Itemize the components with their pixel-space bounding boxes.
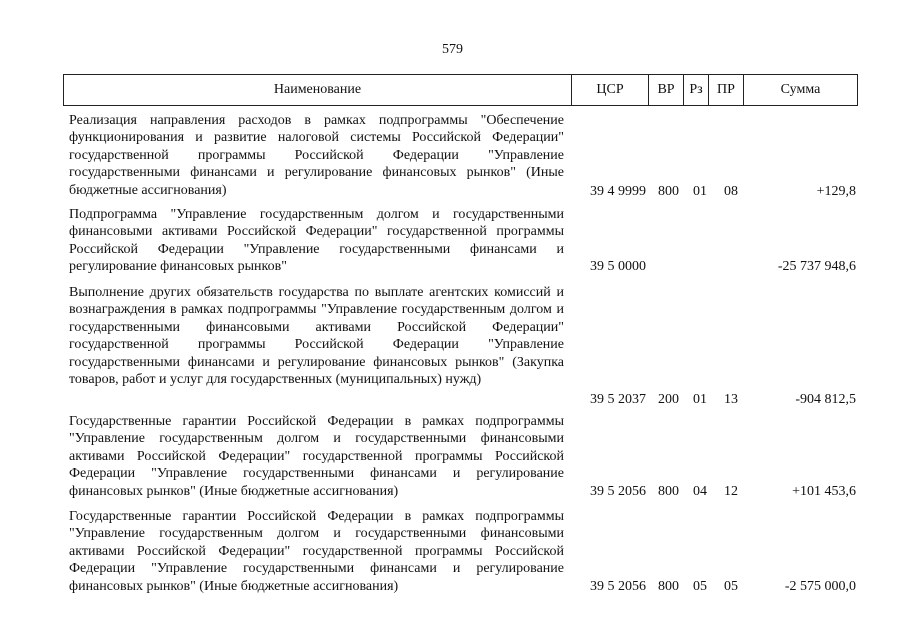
header-csr: ЦСР — [571, 75, 648, 105]
header-rz: Рз — [683, 75, 708, 105]
row-sum: -904 812,5 — [795, 392, 856, 407]
row-name: Реализация направления расходов в рамках подпрограммы "Обеспечение функционирования и развитие налоговой системы Российской Федерации" государственной программы Российской Федерации "Управление государственными финансами и регулирование финансовых рынков" (Иные бюджетные ассигнования) — [69, 113, 564, 198]
row-pr: 13 — [724, 392, 738, 407]
budget-table — [63, 74, 858, 594]
row-name: Выполнение других обязательств государства по выплате агентских комиссий и вознаграждения в рамках подпрограммы "Управление государственным долгом и государственными финансовыми активами Российской Федерации" государственной программы Российской Федерации "Управление государственными финансами и регулирование финансовых рынков" (Закупка товаров, работ и услуг для государственных (муниципальных) нужд) — [69, 285, 564, 388]
row-name: Государственные гарантии Российской Федерации в рамках подпрограммы "Управление государственным долгом и государственными финансовыми активами Российской Федерации" государственной программы Российской Федерации "Управление государственными финансами и регулирование финансовых рынков" (Иные бюджетные ассигнования) — [69, 414, 564, 499]
header-vr: ВР — [648, 75, 683, 105]
table-row — [63, 112, 858, 202]
row-csr: 39 5 2056 — [590, 579, 646, 594]
table-header — [63, 74, 858, 106]
row-rz: 05 — [693, 579, 707, 594]
header-pr: ПР — [708, 75, 743, 105]
table-row — [63, 508, 858, 598]
page-number: 579 — [442, 42, 463, 57]
row-sum: -25 737 948,6 — [777, 259, 856, 274]
row-csr: 39 5 2037 — [590, 392, 646, 407]
header-name: Наименование — [273, 82, 362, 97]
row-csr: 39 5 2056 — [590, 484, 646, 499]
row-sum: -2 575 000,0 — [784, 579, 856, 594]
row-pr: 05 — [724, 579, 738, 594]
row-rz: 01 — [693, 392, 707, 407]
row-vr: 800 — [658, 579, 679, 594]
row-rz: 04 — [693, 484, 707, 499]
header-sum: Сумма — [743, 75, 857, 105]
row-vr: 200 — [658, 392, 679, 407]
table-row — [63, 206, 858, 278]
row-sum: +101 453,6 — [792, 484, 856, 499]
row-vr: 800 — [658, 184, 679, 199]
row-name: Государственные гарантии Российской Федерации в рамках подпрограммы "Управление государственным долгом и государственными финансовыми активами Российской Федерации" государственной программы Российской Федерации "Управление государственными финансами и регулирование финансовых рынков" (Иные бюджетные ассигнования) — [69, 509, 564, 594]
row-pr: 12 — [724, 484, 738, 499]
row-sum: +129,8 — [816, 184, 856, 199]
row-rz: 01 — [693, 184, 707, 199]
row-name: Подпрограмма "Управление государственным долгом и государственными финансовыми активами Российской Федерации" государственной программы Российской Федерации "Управление государственными финансами и регулирование финансовых рынков" — [69, 207, 564, 275]
row-pr: 08 — [724, 184, 738, 199]
row-vr: 800 — [658, 484, 679, 499]
table-row — [63, 413, 858, 503]
table-row — [63, 284, 858, 410]
row-csr: 39 5 0000 — [590, 259, 646, 274]
row-csr: 39 4 9999 — [590, 184, 646, 199]
